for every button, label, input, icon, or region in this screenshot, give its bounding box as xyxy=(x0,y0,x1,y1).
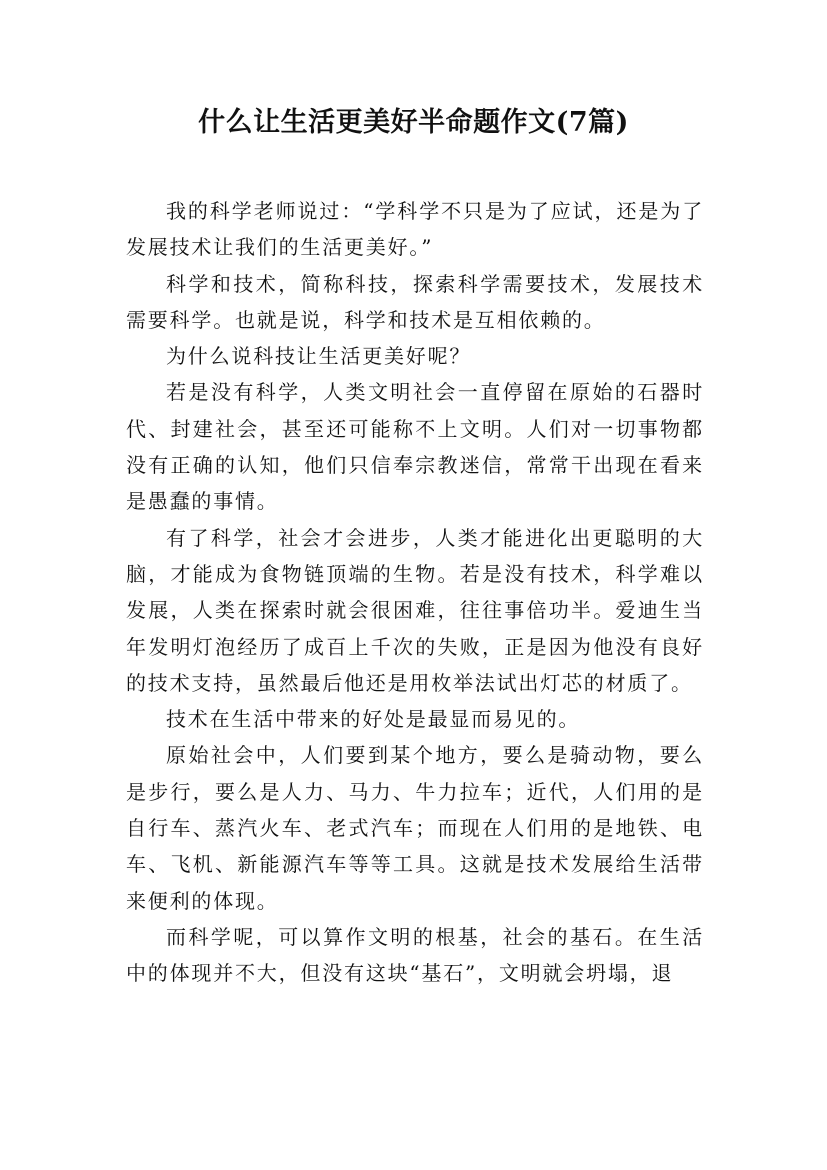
paragraph: 为什么说科技让生活更美好呢？ xyxy=(166,344,472,369)
paragraph: 而科学呢，可以算作文明的根基，社会的基石。在生活中的体现并不大，但没有这块“基石”，文明就会坍塌，退 xyxy=(126,924,704,986)
paragraph: 我的科学老师说过：“学科学不只是为了应试，还是为了发展技术让我们的生活更美好。” xyxy=(126,199,704,260)
paragraph: 原始社会中，人们要到某个地方，要么是骑动物，要么是步行，要么是人力、马力、牛力拉车；近代，人们用的是自行车、蒸汽火车、老式汽车；而现在人们用的是地铁、电车、飞机、新能源汽车等等工具。这就是技术发展给生活带来便利的体现。 xyxy=(126,743,704,913)
paragraph: 科学和技术，简称科技，探索科学需要技术，发展技术需要科学。也就是说，科学和技术是互相依赖的。 xyxy=(126,271,704,332)
paragraph: 有了科学，社会才会进步，人类才能进化出更聪明的大脑，才能成为食物链顶端的生物。若是没有技术，科学难以发展，人类在探索时就会很困难，往往事倍功半。爱迪生当年发明灯泡经历了成百上千次的失败，正是因为他没有良好的技术支持，虽然最后他还是用枚举法试出灯芯的材质了。 xyxy=(126,525,704,695)
paragraph: 技术在生活中带来的好处是最显而易见的。 xyxy=(166,707,581,732)
document-title: 什么让生活更美好半命题作文(7篇) xyxy=(198,107,629,138)
document-body xyxy=(126,193,704,992)
paragraph: 若是没有科学，人类文明社会一直停留在原始的石器时代、封建社会，甚至还可能称不上文明。人们对一切事物都没有正确的认知，他们只信奉宗教迷信，常常干出现在看来是愚蠢的事情。 xyxy=(126,380,704,514)
